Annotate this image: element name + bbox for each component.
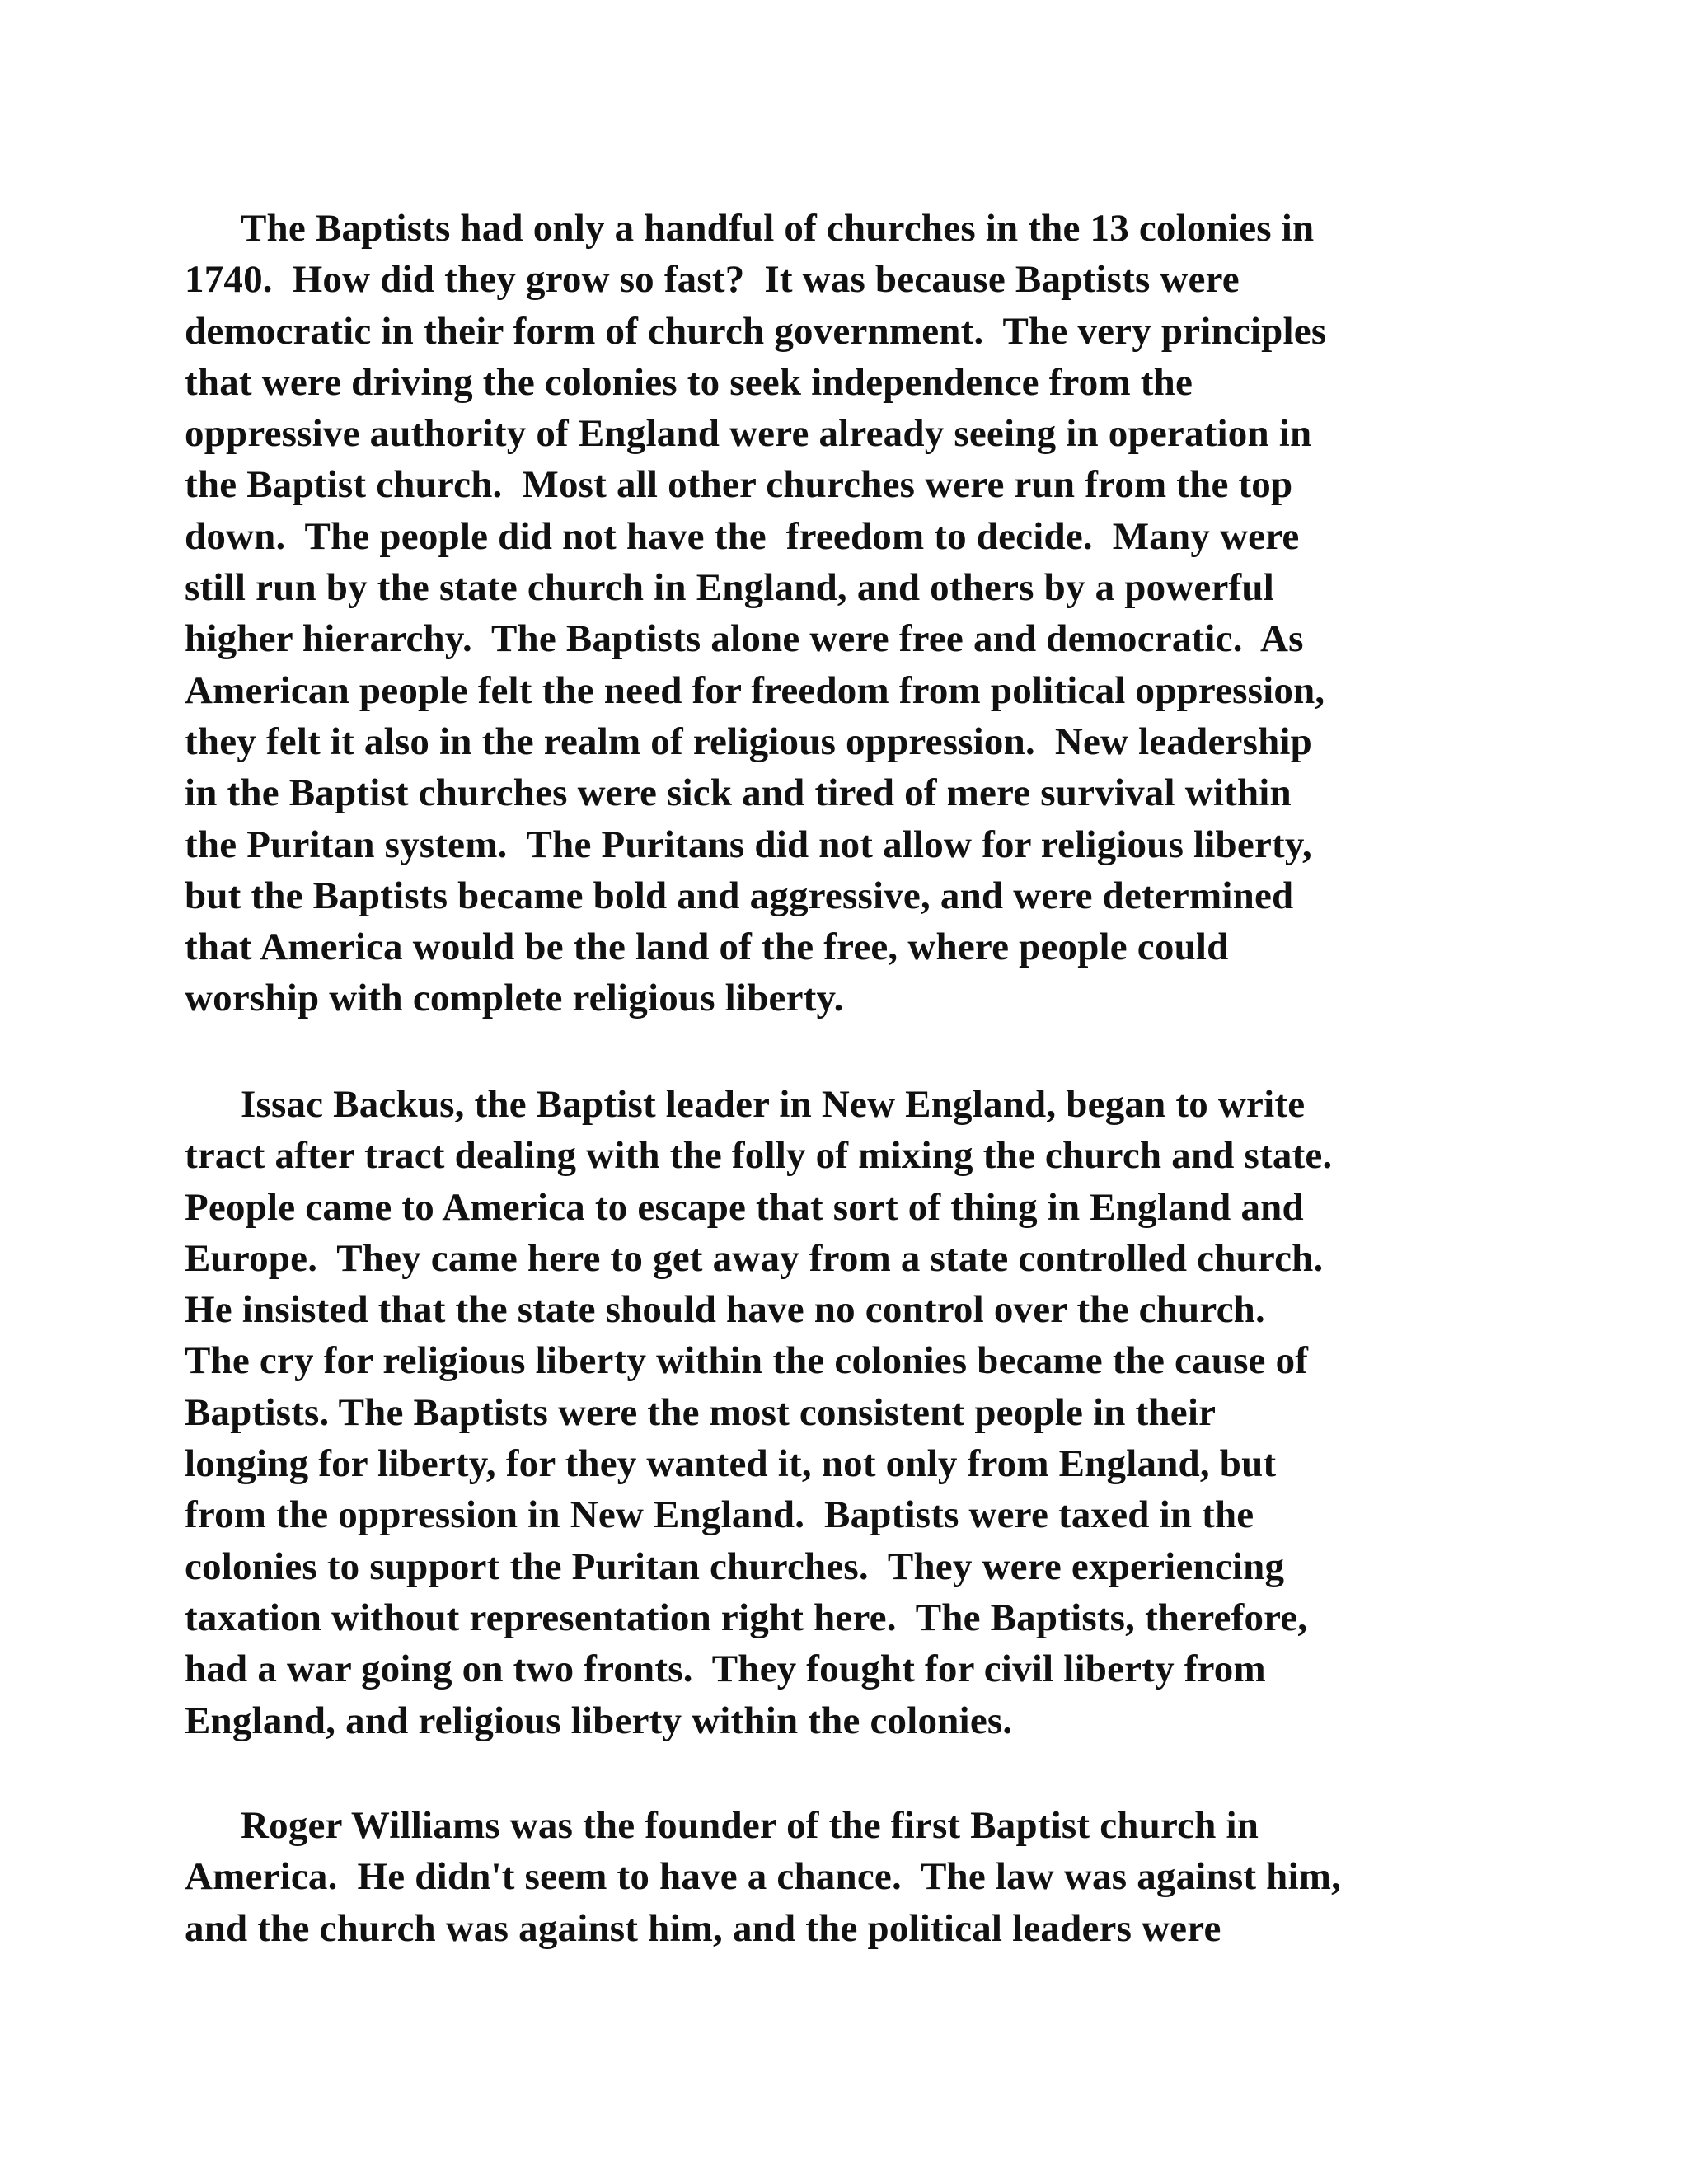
text-line: America. He didn't seem to have a chance. The law was against him, xyxy=(185,1855,1342,1899)
text-line: Europe. They came here to get away from a state controlled church. xyxy=(185,1236,1324,1280)
text-line: He insisted that the state should have no control over the church. xyxy=(185,1288,1265,1332)
text-line: Roger Williams was the founder of the first Baptist church in xyxy=(241,1804,1259,1847)
text-line: The cry for religious liberty within the colonies became the cause of xyxy=(185,1339,1309,1383)
paragraph-3 xyxy=(185,1800,1503,1954)
text-line: the Puritan system. The Puritans did not allow for religious liberty, xyxy=(185,823,1312,866)
text-line: the Baptist church. Most all other churches were run from the top xyxy=(185,463,1293,507)
text-line: The Baptists had only a handful of churches in the 13 colonies in xyxy=(241,207,1315,250)
text-line: longing for liberty, for they wanted it, not only from England, but xyxy=(185,1442,1277,1486)
paragraph-2 xyxy=(185,1079,1503,1746)
text-line: worship with complete religious liberty. xyxy=(185,977,844,1020)
paragraph-1 xyxy=(185,203,1503,1024)
text-line: and the church was against him, and the political leaders were xyxy=(185,1906,1221,1950)
text-line: in the Baptist churches were sick and tired of mere survival within xyxy=(185,771,1292,815)
text-line: but the Baptists became bold and aggressive, and were determined xyxy=(185,874,1294,917)
text-line: People came to America to escape that sort of thing in England and xyxy=(185,1185,1304,1229)
text-line: from the oppression in New England. Baptists were taxed in the xyxy=(185,1493,1254,1537)
text-line: still run by the state church in England, and others by a powerful xyxy=(185,566,1274,610)
text-line: taxation without representation right here. The Baptists, therefore, xyxy=(185,1596,1308,1639)
text-line: down. The people did not have the freedom to decide. Many were xyxy=(185,514,1300,558)
text-line: democratic in their form of church government. The very principles xyxy=(185,309,1327,353)
text-line: American people felt the need for freedom from political oppression, xyxy=(185,668,1325,712)
text-line: oppressive authority of England were already seeing in operation in xyxy=(185,412,1312,456)
text-line: colonies to support the Puritan churches. They were experiencing xyxy=(185,1544,1285,1588)
text-line: England, and religious liberty within the colonies. xyxy=(185,1699,1013,1742)
text-line: Issac Backus, the Baptist leader in New England, began to write xyxy=(241,1083,1306,1126)
text-line: Baptists. The Baptists were the most consistent people in their xyxy=(185,1390,1217,1434)
text-line: tract after tract dealing with the folly of mixing the church and state. xyxy=(185,1134,1333,1178)
text-line: that America would be the land of the free, where people could xyxy=(185,926,1229,969)
text-line: higher hierarchy. The Baptists alone were free and democratic. As xyxy=(185,617,1304,661)
text-line: that were driving the colonies to seek independence from the xyxy=(185,360,1193,404)
text-line: they felt it also in the realm of religious oppression. New leadership xyxy=(185,719,1313,763)
text-line: had a war going on two fronts. They fought for civil liberty from xyxy=(185,1647,1266,1691)
text-line: 1740. How did they grow so fast? It was because Baptists were xyxy=(185,258,1240,302)
